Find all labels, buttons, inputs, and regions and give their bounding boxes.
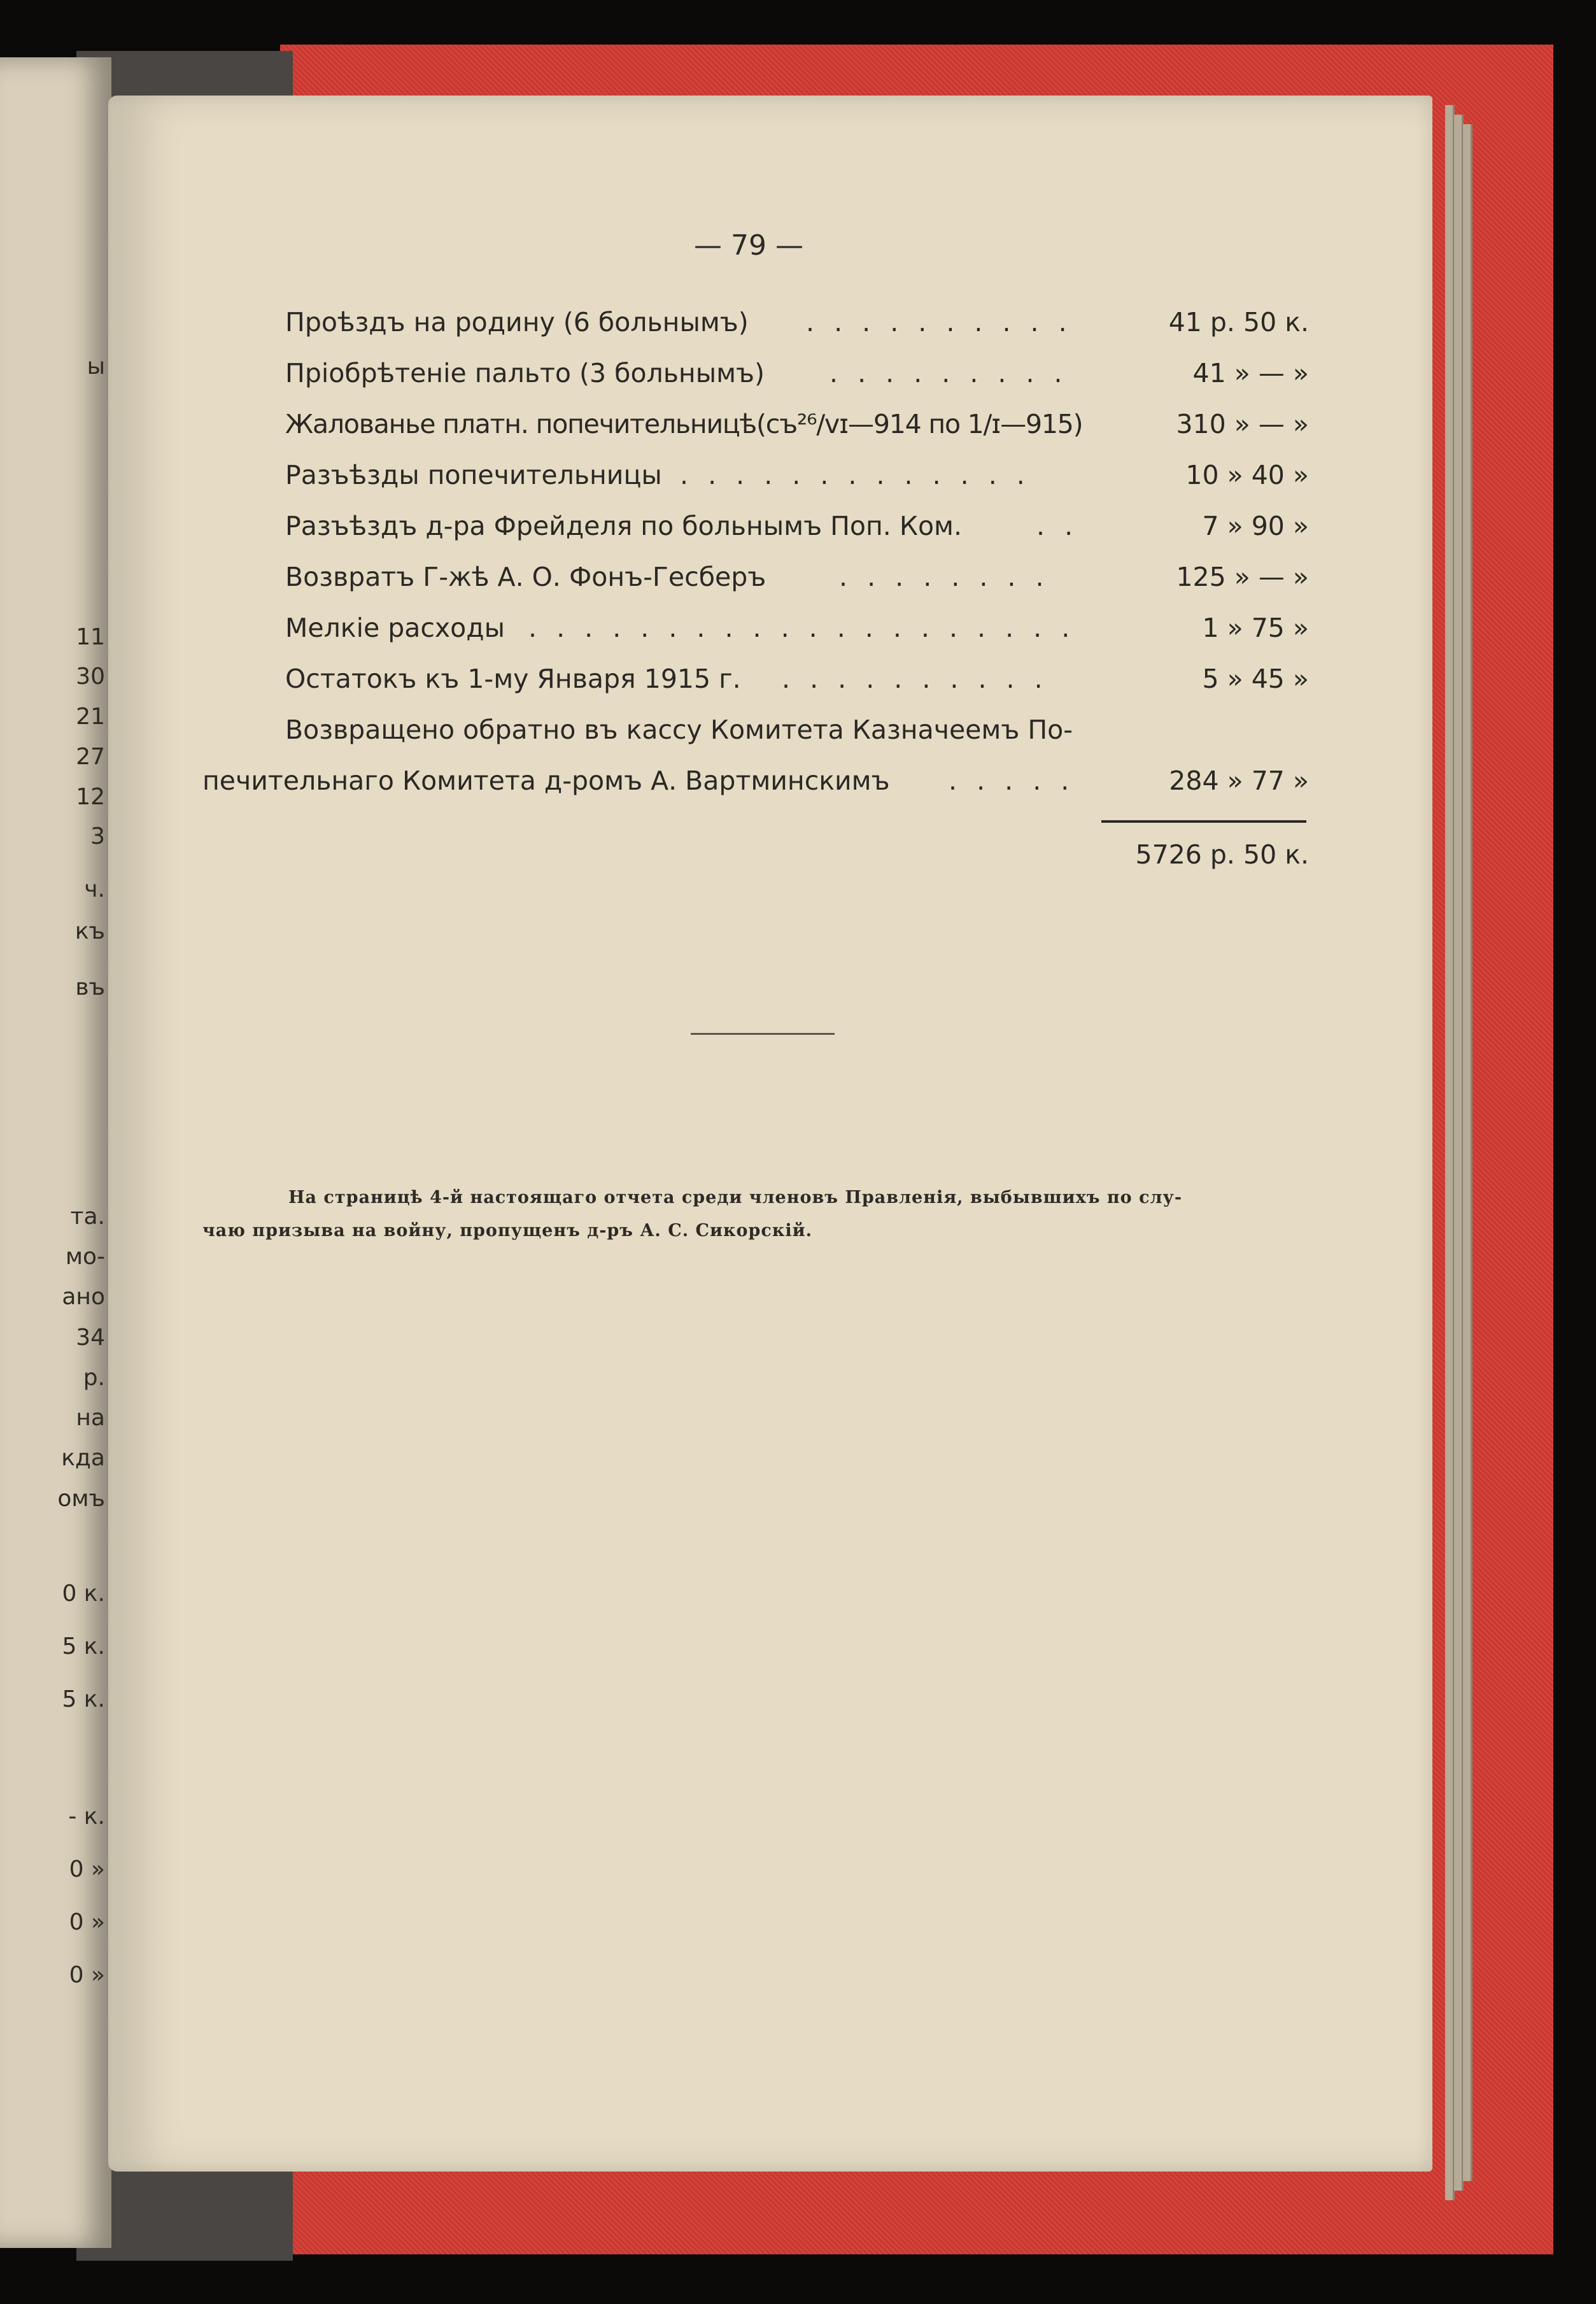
expense-description: Возвращено обратно въ кассу Комитета Казначеемъ По- [285, 715, 1073, 745]
total-amount: 5726 р. 50 к. [1135, 839, 1309, 870]
footnote-line: На страницѣ 4-й настоящаго отчета среди членовъ Правленія, выбывшихъ по слу- [288, 1188, 1183, 1207]
section-divider [691, 1033, 835, 1035]
left-page-fragment: омъ [57, 1486, 105, 1512]
left-page-fragment: 34 [76, 1325, 105, 1351]
leader-dots: . . . . . . . . [839, 562, 1050, 592]
expense-row [285, 511, 1309, 549]
left-page-fragment: та. [70, 1204, 105, 1230]
left-page-fragment: ч. [84, 876, 105, 902]
left-facing-page [0, 57, 111, 2248]
expense-description: Разъѣзды попечительницы [285, 460, 662, 490]
page-number: — 79 — [694, 229, 803, 262]
expense-description: Мелкіе расходы [285, 613, 505, 643]
expense-row [202, 765, 1309, 804]
leader-dots: . . . . . . . . . . . . . . . . . . . . [528, 613, 1076, 643]
left-page-fragment: ы [87, 353, 105, 380]
expense-description: Разъѣздъ д-ра Фрейделя по больнымъ Поп. Ком. [285, 511, 963, 541]
leader-dots: . . . . . . . . . . [782, 664, 1049, 694]
left-page-fragment: 0 к. [62, 1581, 105, 1607]
expense-description: Жалованье платн. попечительницѣ(съ²⁶/ᴠɪ—914 по 1/ɪ—915) [285, 409, 1083, 439]
expense-row [285, 460, 1309, 498]
left-page-fragment: 5 к. [62, 1686, 105, 1712]
expense-description: печительнаго Комитета д-ромъ А. Вартминскимъ [202, 765, 890, 796]
leader-dots: . . . . . . . . . . . . . [680, 460, 1031, 490]
leader-dots: . . . . . . . . . [830, 358, 1068, 388]
left-page-fragment: 11 [76, 624, 105, 650]
expense-amount: 1 » 75 » [1202, 613, 1309, 643]
expense-row [285, 307, 1309, 345]
expense-description: Возвратъ Г-жѣ А. О. Фонъ-Гесберъ [285, 562, 766, 592]
left-page-fragment: къ [74, 918, 105, 944]
expense-row [285, 664, 1309, 702]
left-page-fragment: 0 » [69, 1962, 105, 1988]
left-page-fragment: 5 к. [62, 1633, 105, 1660]
left-page-fragment: ано [62, 1284, 105, 1310]
expense-amount: 41 » — » [1192, 358, 1309, 388]
total-row [1082, 839, 1309, 878]
document-page [108, 96, 1432, 2172]
left-page-fragment: въ [75, 974, 105, 1000]
leader-dots: . . . . . [949, 765, 1075, 796]
expense-amount: 10 » 40 » [1185, 460, 1309, 490]
expense-amount: 5 » 45 » [1202, 664, 1309, 694]
expense-amount: 41 р. 50 к. [1168, 307, 1309, 338]
expense-description: Остатокъ къ 1-му Января 1915 г. [285, 664, 741, 694]
expense-row [285, 613, 1309, 651]
expense-amount: 7 » 90 » [1202, 511, 1309, 541]
left-page-fragment: 0 » [69, 1856, 105, 1882]
expense-row [285, 358, 1309, 396]
leader-dots: . . . . . . . . . . [806, 307, 1073, 338]
expense-row [285, 715, 1309, 753]
left-page-fragment: 0 » [69, 1909, 105, 1935]
expense-row [285, 562, 1309, 600]
expense-amount: 310 » — » [1176, 409, 1309, 439]
page-edge [1454, 115, 1464, 2191]
expense-row [285, 409, 1309, 447]
left-page-fragment: 21 [76, 704, 105, 730]
page-edge [1445, 105, 1455, 2200]
left-page-fragment: мо- [65, 1244, 105, 1270]
left-page-fragment: - к. [68, 1803, 105, 1830]
total-rule [1101, 820, 1306, 823]
expense-description: Пріобрѣтеніе пальто (3 больнымъ) [285, 358, 765, 388]
expense-amount: 125 » — » [1176, 562, 1309, 592]
expense-amount: 284 » 77 » [1169, 765, 1309, 796]
left-page-fragment: кда [61, 1445, 105, 1471]
footnote-line: чаю призыва на войну, пропущенъ д-ръ А. С. Сикорскій. [202, 1221, 813, 1241]
leader-dots: . . [1036, 511, 1079, 541]
left-page-fragment: 12 [76, 784, 105, 810]
page-edge [1463, 124, 1472, 2181]
left-page-fragment: 3 [90, 823, 105, 850]
left-page-fragment: на [76, 1405, 105, 1431]
left-page-fragment: 27 [76, 744, 105, 770]
left-page-fragment: р. [83, 1365, 105, 1391]
left-page-fragment: 30 [76, 664, 105, 690]
expense-description: Проѣздъ на родину (6 больнымъ) [285, 307, 749, 338]
